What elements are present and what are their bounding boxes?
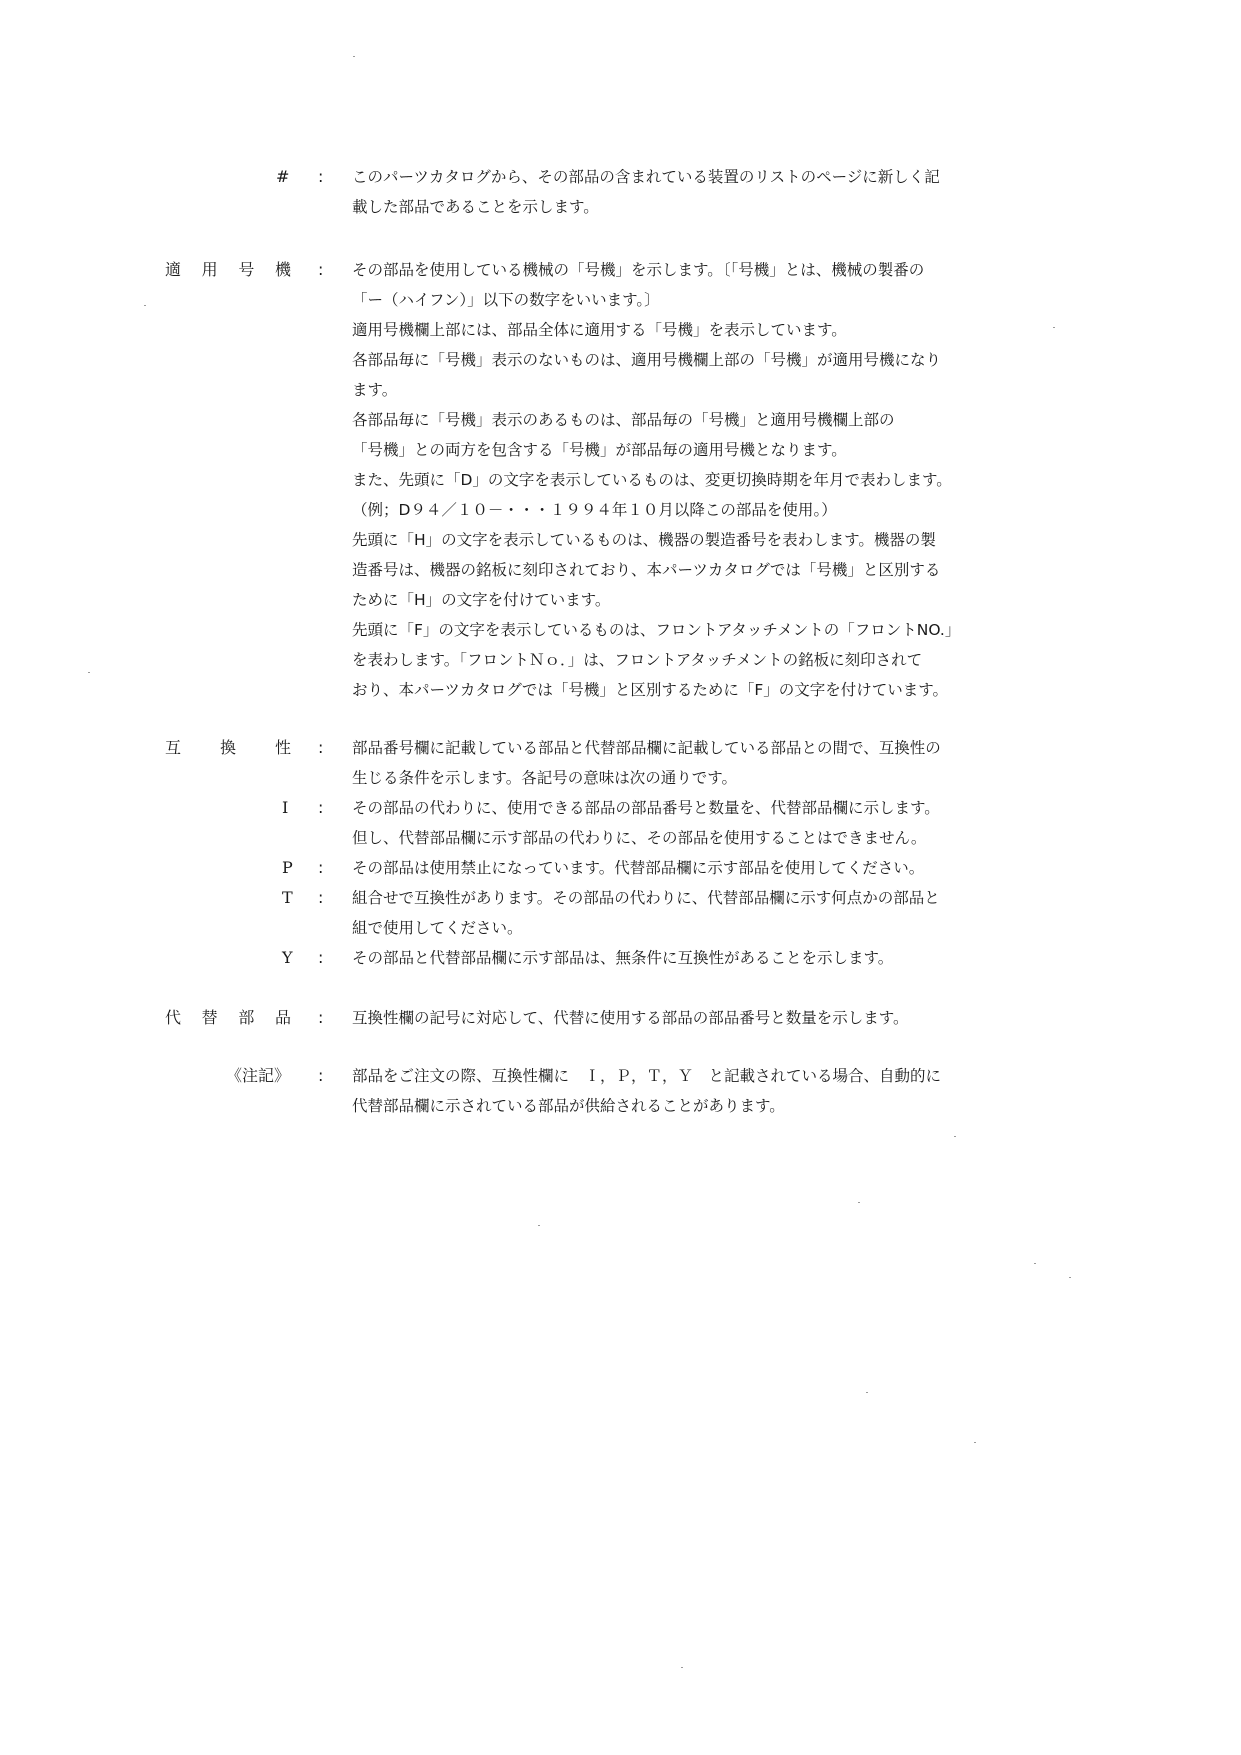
text-line: （例；D９４／１０－・・・１９９４年１０月以降この部品を使用。） [352, 501, 837, 519]
label-char: 適 [165, 260, 182, 279]
substitute-text [352, 1003, 1072, 1033]
substitute-label [165, 1003, 291, 1033]
code-text [352, 883, 1072, 943]
label-char: 号 [238, 260, 255, 279]
compatibility-colon: : [318, 738, 324, 757]
code-text [352, 853, 1072, 883]
label-char: 代 [165, 1008, 182, 1027]
scan-speck [974, 1442, 976, 1443]
text-line: ます。 [352, 381, 398, 399]
text-line: 各部品毎に「号機」表示のあるものは、部品毎の「号機」と適用号機欄上部の [352, 411, 895, 429]
text-line: 先頭に「H」の文字を表示しているものは、機器の製造番号を表わします。機器の製 [352, 531, 936, 549]
code-letter: P [282, 858, 293, 877]
scan-speck [353, 56, 355, 57]
applicable-unit-text [352, 255, 1072, 705]
scan-speck [1034, 1263, 1036, 1264]
code-colon: : [318, 858, 324, 877]
text-line: その部品の代わりに、使用できる部品の部品番号と数量を、代替部品欄に示します。 [352, 799, 940, 817]
scan-speck [1053, 327, 1055, 328]
text-line: 互換性欄の記号に対応して、代替に使用する部品の部品番号と数量を示します。 [352, 1009, 909, 1027]
scan-speck [144, 305, 146, 306]
code-colon: : [318, 798, 324, 817]
code-text [352, 793, 1072, 853]
text-line: 部品をご注文の際、互換性欄に Ｉ，Ｐ，Ｔ，Ｙ と記載されている場合、自動的に [352, 1067, 942, 1085]
hash-colon: : [318, 167, 324, 186]
text-line: 各部品毎に「号機」表示のないものは、適用号機欄上部の「号機」が適用号機になり [352, 351, 942, 369]
code-letter: T [282, 888, 293, 907]
code-letter: Y [282, 948, 293, 967]
text-line: 代替部品欄に示されている部品が供給されることがあります。 [352, 1097, 785, 1115]
text-line: また、先頭に「D」の文字を表示しているものは、変更切換時期を年月で表わします。 [352, 471, 952, 489]
code-colon: : [318, 888, 324, 907]
compatibility-text [352, 733, 1072, 793]
text-line: ために「H」の文字を付けています。 [352, 591, 611, 609]
note-label: 《注記》 [226, 1066, 291, 1085]
note-text [352, 1061, 1072, 1121]
hash-symbol: # [276, 167, 290, 186]
substitute-colon: : [318, 1008, 324, 1027]
scan-speck [866, 1392, 868, 1393]
code-text [352, 943, 1072, 973]
text-line: 生じる条件を示します。各記号の意味は次の通りです。 [352, 769, 738, 787]
label-char: 用 [201, 260, 218, 279]
text-line: その部品は使用禁止になっています。代替部品欄に示す部品を使用してください。 [352, 859, 925, 877]
hash-text [352, 162, 1072, 222]
scan-speck [954, 1136, 956, 1137]
text-line: を表わします。「フロントＮｏ．」は、フロントアタッチメントの銘板に刻印されて [352, 651, 923, 669]
text-line: 部品番号欄に記載している部品と代替部品欄に記載している部品との間で、互換性の [352, 739, 941, 757]
label-char: 性 [274, 738, 291, 757]
compatibility-label [165, 733, 291, 763]
code-letter: I [282, 798, 289, 817]
text-line: 但し、代替部品欄に示す部品の代わりに、その部品を使用することはできません。 [352, 829, 927, 847]
text-line: 「ー（ハイフン）」以下の数字をいいます。〕 [352, 291, 660, 309]
label-char: 替 [201, 1008, 218, 1027]
text-line: おり、本パーツカタログでは「号機」と区別するために「F」の文字を付けています。 [352, 681, 949, 699]
applicable-unit-label [165, 255, 291, 285]
applicable-unit-colon: : [318, 260, 324, 279]
text-line: その部品を使用している機械の「号機」を示します。〔「号機」とは、機械の製番の [352, 261, 925, 279]
code-colon: : [318, 948, 324, 967]
note-colon: : [318, 1066, 324, 1085]
text-line: 組合せで互換性があります。その部品の代わりに、代替部品欄に示す何点かの部品と [352, 889, 940, 907]
text-line: 造番号は、機器の銘板に刻印されており、本パーツカタログでは「号機」と区別する [352, 561, 941, 579]
text-line: その部品と代替部品欄に示す部品は、無条件に互換性があることを示します。 [352, 949, 894, 967]
label-char: 換 [219, 738, 236, 757]
text-line: 先頭に「F」の文字を表示しているものは、フロントアタッチメントの「フロントNO.」 [352, 621, 961, 639]
text-line: 載した部品であることを示します。 [352, 198, 599, 216]
scan-speck [681, 1667, 683, 1668]
text-line: このパーツカタログから、その部品の含まれている装置のリストのページに新しく記 [352, 168, 940, 186]
scan-speck [538, 1225, 540, 1226]
label-char: 機 [274, 260, 291, 279]
scan-speck [1069, 1277, 1071, 1278]
label-char: 互 [165, 738, 182, 757]
label-char: 部 [238, 1008, 255, 1027]
text-line: 組で使用してください。 [352, 919, 523, 937]
text-line: 「号機」との両方を包含する「号機」が部品毎の適用号機となります。 [352, 441, 847, 459]
scan-speck [88, 672, 90, 673]
text-line: 適用号機欄上部には、部品全体に適用する「号機」を表示しています。 [352, 321, 847, 339]
scan-speck [858, 1202, 860, 1203]
label-char: 品 [274, 1008, 291, 1027]
